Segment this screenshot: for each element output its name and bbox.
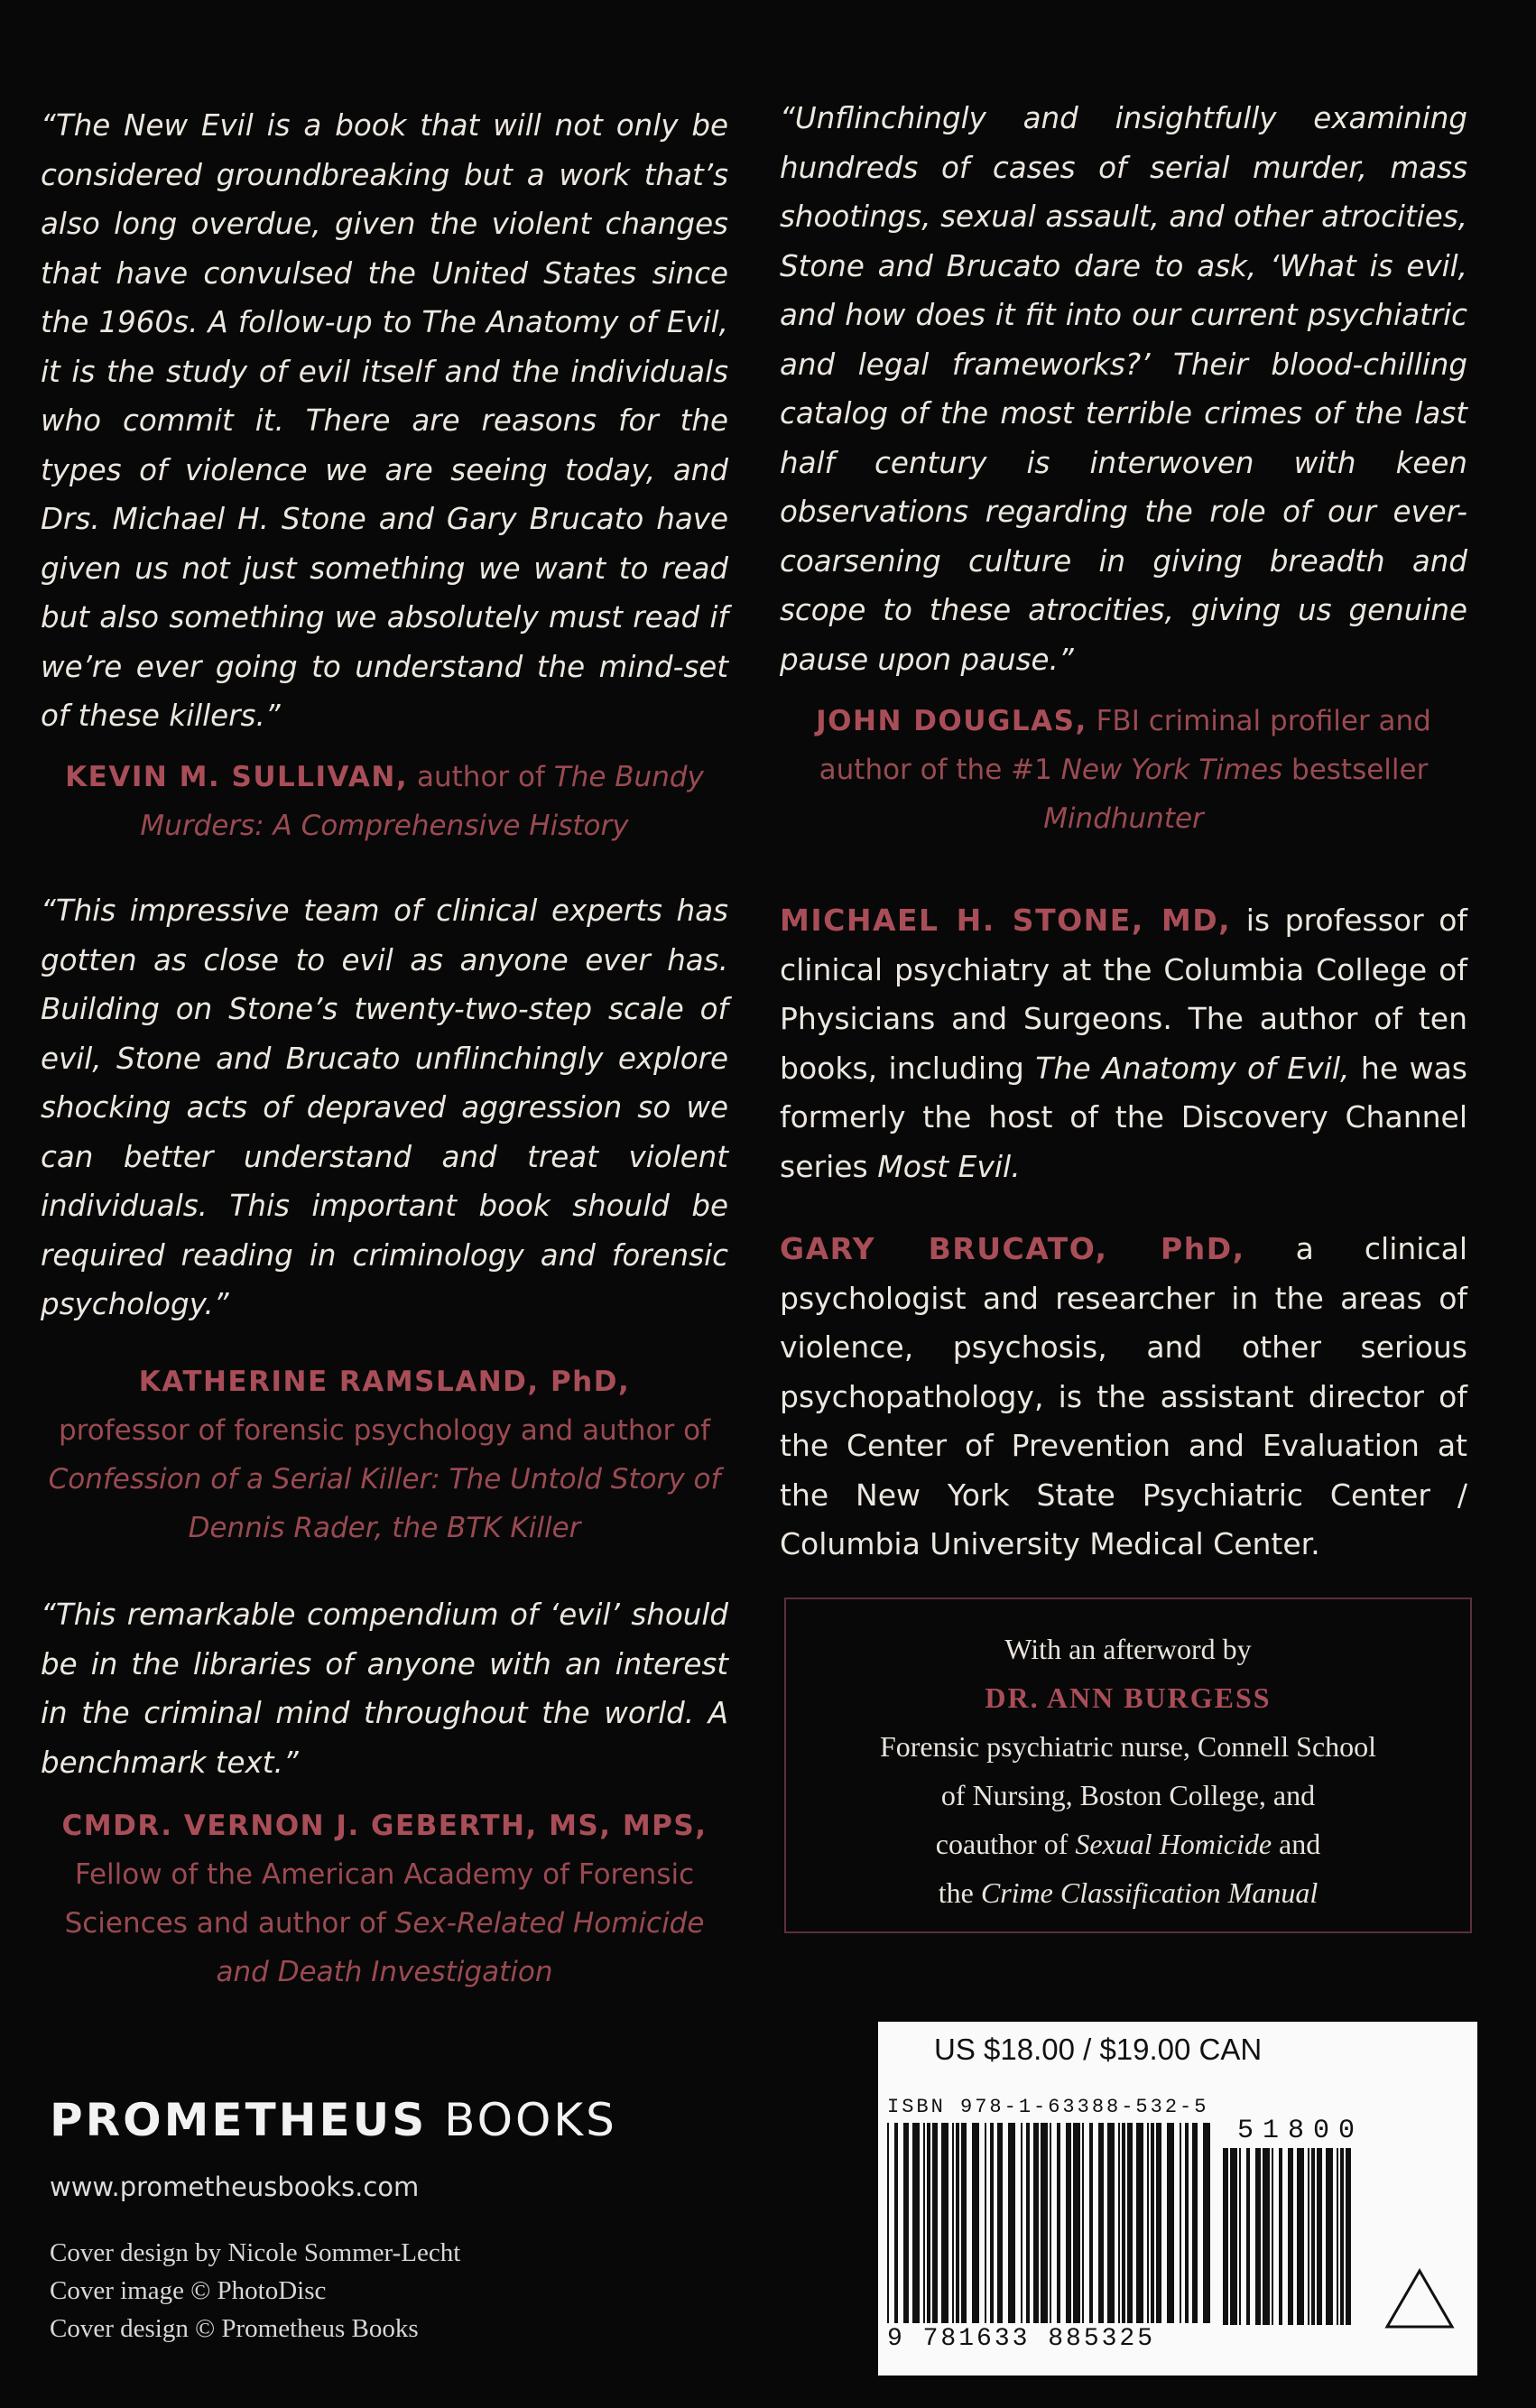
price-label: US $18.00 / $19.00 CAN — [934, 2033, 1263, 2066]
quote-geberth: “This remarkable compendium of ‘evil’ should be in the libraries of anyone with an interest in the criminal mind throughout the world. A benchmark text.” — [41, 1598, 728, 1780]
cover-credit: Cover design © Prometheus Books — [50, 2314, 419, 2343]
afterword-box — [784, 1598, 1472, 1933]
afterword-line: coauthor of Sexual Homicide and — [935, 1828, 1321, 1860]
cover-credit: Cover design by Nicole Sommer-Lecht — [50, 2238, 461, 2267]
quote-sullivan: “The New Evil is a book that will not only be considered groundbreaking but a work that’s also long overdue, given the violent changes that have convulsed the United States since the 1960s. A follow-up to The Anatomy of Evil, it is the study of evil itself and the individuals who commit it. There are reasons for the types of violence we are seeing today, and Drs. Michael H. Stone and Gary Brucato have given us not just something we want to read but also something we absolutely must read if we’re ever going to understand the mind-set of these killers.” — [41, 108, 728, 733]
price-addon-digits: 51800 — [1237, 2116, 1365, 2146]
cover-credit: Cover image © PhotoDisc — [50, 2276, 327, 2305]
afterword-line: Forensic psychiatric nurse, Connell School — [879, 1730, 1377, 1763]
attribution-name: CMDR. VERNON J. GEBERTH, MS, MPS, — [61, 1810, 708, 1842]
attribution-ramsland: KATHERINE RAMSLAND, PhD, professor of forensic psychology and author of Confession of a Serial Killer: The Untold Story of Dennis Rader, the BTK Killer — [48, 1366, 721, 1544]
isbn-barcode — [887, 2123, 1212, 2323]
afterword-author: DR. ANN BURGESS — [985, 1681, 1272, 1714]
attribution-name: JOHN DOUGLAS, — [816, 705, 1087, 737]
bio-brucato: GARY BRUCATO, PhD, a clinical psychologist and researcher in the areas of violence, psychosis, and other serious psychopathology, is the assistant director of the Center of Prevention and Evaluation at the New York State Psychiatric Center / Columbia University Medical Center. — [780, 1231, 1467, 1561]
triangle-icon — [1383, 2267, 1456, 2330]
price-addon-barcode — [1223, 2148, 1358, 2325]
quote-douglas: “Unflinchingly and insightfully examining hundreds of cases of serial murder, mass shootings, sexual assault, and other atrocities, Stone and Brucato dare to ask, ‘What is evil, and how does it fit into our current psychiatric and legal frameworks?’ Their blood-chilling catalog of the most terrible crimes of the last half century is interwoven with keen observations regarding the role of our ever-coarsening culture in giving breadth and scope to these atrocities, giving us genuine pause upon pause.” — [780, 101, 1467, 677]
attribution-name: KEVIN M. SULLIVAN, — [65, 761, 409, 793]
attribution-douglas: JOHN DOUGLAS, FBI criminal profiler and author of the #1 New York Times bestseller Mindhunter — [816, 705, 1431, 835]
bio-stone: MICHAEL H. STONE, MD, is professor of clinical psychiatry at the Columbia College of Physicians and Surgeons. The author of ten books, including The Anatomy of Evil, he was formerly the host of the Discovery Channel series Most Evil. — [780, 903, 1468, 1184]
afterword-line: the Crime Classification Manual — [938, 1876, 1319, 1909]
quote-ramsland: “This impressive team of clinical experts has gotten as close to evil as anyone ever has. Building on Stone’s twenty-two-step scale of evil, Stone and Brucato unflinchingly explore shocking acts of depraved aggression so we can better understand and treat violent individuals. This important book should be required reading in criminology and forensic psychology.” — [41, 894, 728, 1321]
attribution-geberth: CMDR. VERNON J. GEBERTH, MS, MPS, Fellow of the American Academy of Forensic Sciences and author of Sex-Related Homicide and Death Investigation — [61, 1810, 708, 1988]
ean-digits: 9 781633 885325 — [887, 2325, 1156, 2353]
author-name: MICHAEL H. STONE, MD, — [780, 903, 1232, 938]
attribution-name: KATHERINE RAMSLAND, PhD, — [138, 1366, 631, 1398]
publisher-logo: PROMETHEUS BOOKS — [50, 2094, 617, 2146]
author-name: GARY BRUCATO, PhD, — [780, 1231, 1245, 1266]
afterword-intro: With an afterword by — [1004, 1633, 1252, 1665]
attribution-sullivan: KEVIN M. SULLIVAN, author of The Bundy Murders: A Comprehensive History — [65, 761, 704, 842]
barcode-panel — [878, 2022, 1477, 2376]
afterword-line: of Nursing, Boston College, and — [940, 1779, 1316, 1811]
publisher-website: www.prometheusbooks.com — [50, 2172, 420, 2202]
isbn-label: ISBN 978-1-63388-532-5 — [887, 2096, 1209, 2118]
